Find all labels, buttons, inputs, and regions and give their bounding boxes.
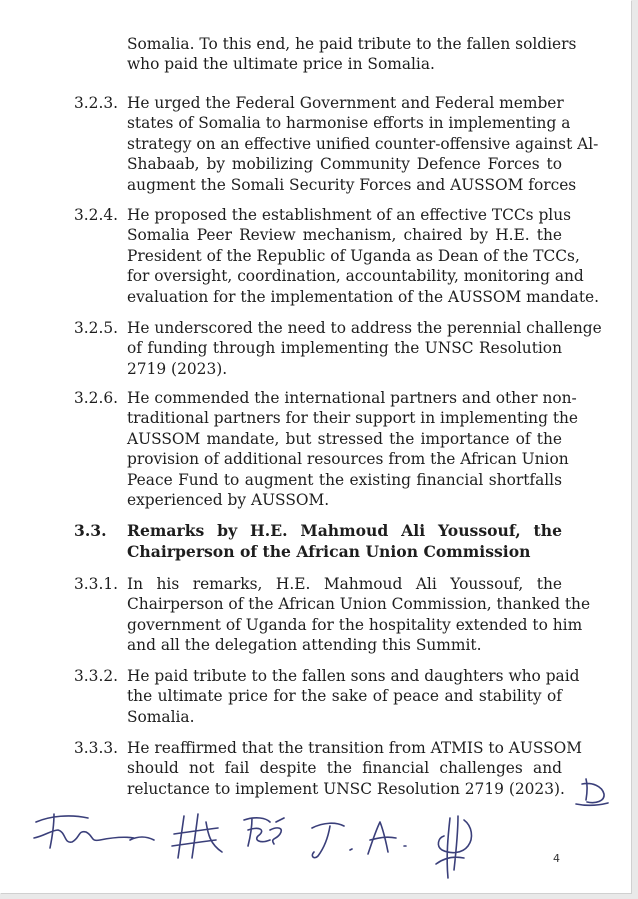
paragraph-line: government of Uganda for the hospitality extended to him xyxy=(127,615,583,634)
signature-5 xyxy=(428,812,484,884)
page-number: 4 xyxy=(553,852,560,865)
item-number: 3.2.4. xyxy=(74,206,119,224)
paragraph-line: reluctance to implement UNSC Resolution 2719 (2023). xyxy=(127,779,565,798)
paragraph-line: In his remarks, H.E. Mahmoud Ali Youssouf, the xyxy=(127,575,562,593)
item-3-2-5-paragraph xyxy=(127,318,602,379)
paragraph-line: augment the Somali Security Forces and AUSSOM forces xyxy=(127,175,577,194)
paragraph-line: He reaffirmed that the transition from ATMIS to AUSSOM xyxy=(127,739,583,757)
paragraph-line: Shabaab, by mobilizing Community Defence Forces to xyxy=(127,155,562,174)
paragraph-line: Somalia. To this end, he paid tribute to the fallen soldiers xyxy=(127,35,577,53)
paragraph-line: strategy on an effective unified counter-offensive against Al- xyxy=(127,134,599,153)
paragraph-line: He paid tribute to the fallen sons and daughters who paid xyxy=(127,667,580,685)
paragraph-line: traditional partners for their support in implementing the xyxy=(127,409,579,428)
paragraph-line: who paid the ultimate price in Somalia. xyxy=(127,55,435,74)
item-3-3-3-paragraph xyxy=(127,738,583,799)
paragraph-line: Somalia Peer Review mechanism, chaired by H.E. the xyxy=(127,226,562,245)
paragraph-line: experienced by AUSSOM. xyxy=(127,491,330,510)
paragraph-line: evaluation for the implementation of the AUSSOM mandate. xyxy=(127,287,600,306)
paragraph-line: of funding through implementing the UNSC Resolution xyxy=(127,339,562,358)
signature-3 xyxy=(240,812,288,852)
paragraph-line: the ultimate price for the sake of peace and stability of xyxy=(127,687,562,706)
paragraph-line: He urged the Federal Government and Federal member xyxy=(127,94,564,112)
heading-line: Chairperson of the African Union Commission xyxy=(127,542,531,561)
paragraph-line: 2719 (2023). xyxy=(127,359,228,378)
intro-paragraph xyxy=(127,34,577,75)
item-3-2-3-paragraph xyxy=(127,93,599,195)
section-heading xyxy=(127,520,562,562)
paragraph-line: Peace Fund to augment the existing financial shortfalls xyxy=(127,470,562,489)
paragraph-line: Somalia. xyxy=(127,707,195,726)
item-number: 3.2.3. xyxy=(74,94,119,112)
signature-6 xyxy=(128,830,158,850)
item-3-2-4-paragraph xyxy=(127,205,600,307)
item-number: 3.3.2. xyxy=(74,667,119,685)
paragraph-line: President of the Republic of Uganda as Dean of the TCCs, xyxy=(127,246,580,265)
paragraph-line: and all the delegation attending this Summit. xyxy=(127,636,482,655)
heading-line: Remarks by H.E. Mahmoud Ali Youssouf, the xyxy=(127,521,562,540)
paragraph-line: states of Somalia to harmonise efforts in implementing a xyxy=(127,114,571,133)
paragraph-line: should not fail despite the financial challenges and xyxy=(127,759,562,778)
item-3-3-2-paragraph xyxy=(127,666,580,727)
paragraph-line: He commended the international partners and other non- xyxy=(127,389,577,407)
paragraph-line: for oversight, coordination, accountability, monitoring and xyxy=(127,267,584,286)
item-3-2-6-paragraph xyxy=(127,388,579,510)
signature-margin xyxy=(572,776,612,812)
item-number: 3.3.3. xyxy=(74,739,119,757)
item-3-3-1-paragraph xyxy=(127,574,591,656)
item-number: 3.3.1. xyxy=(74,575,119,593)
signature-2 xyxy=(170,812,226,862)
paragraph-line: Chairperson of the African Union Commission, thanked the xyxy=(127,595,591,614)
signature-4 xyxy=(306,816,416,862)
paragraph-line: AUSSOM mandate, but stressed the importance of the xyxy=(127,429,562,448)
paragraph-line: He underscored the need to address the perennial challenge xyxy=(127,319,602,337)
section-number: 3.3. xyxy=(74,521,107,540)
paragraph-line: provision of additional resources from the African Union xyxy=(127,450,569,469)
paragraph-line: He proposed the establishment of an effective TCCs plus xyxy=(127,206,572,224)
item-number: 3.2.5. xyxy=(74,319,119,337)
signature-1 xyxy=(30,808,140,856)
item-number: 3.2.6. xyxy=(74,389,119,407)
